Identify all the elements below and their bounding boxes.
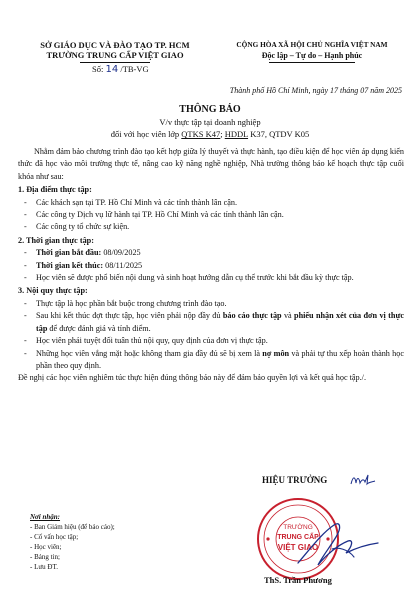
bullet-icon: - [24,273,27,283]
report-term: báo cáo thực tập [222,311,282,321]
list-item-text: để được đánh giá và tính điểm. [47,323,151,333]
bullet-icon: - [24,311,27,321]
recipient-item: - Bảng tin; [30,553,60,561]
date-line: Thành phố Hồ Chí Minh, ngày 17 tháng 07 năm 2025 [229,86,402,95]
doc-number-suffix: /TB-VG [120,64,149,74]
list-item-text: và phải tự thu xếp hoàn thành học phần theo quy định. [36,348,404,370]
bullet-icon: - [24,197,27,207]
republic-name: CỘNG HÒA XÃ HỘI CHỦ NGHĨA VIỆT NAM [236,40,388,49]
list-item-text: Học viên phải tuyệt đối tuân thủ nội quy, quy định của đơn vị thực tập. [36,336,268,346]
agency-name: SỞ GIÁO DỤC VÀ ĐÀO TẠO TP. HCM [40,40,190,50]
bullet-icon: - [24,248,27,258]
motto-underline [269,62,355,63]
recipients-heading: Nơi nhận: [30,513,61,521]
doc-number-prefix: Số: [92,64,104,74]
end-date-value: 08/11/2025 [103,260,143,270]
list-item [18,310,404,335]
list-item [18,272,404,284]
end-date-label: Thời gian kết thúc: [36,260,104,270]
recipient-item: - Lưu ĐT. [30,563,58,571]
list-item [18,209,404,221]
initial-mark [350,473,376,487]
bullet-icon: - [24,348,27,358]
bullet-icon: - [24,298,27,308]
list-item-text: Các công ty tổ chức sự kiện. [36,222,130,232]
seal-text-top: TRƯỜNG [283,524,313,531]
bullet-icon: - [24,336,27,346]
start-date-label: Thời gian bắt đầu: [36,248,102,258]
list-item [18,335,404,347]
seal-text-mid: TRUNG CẤP [277,534,319,541]
list-item [18,197,404,209]
document-title: THÔNG BÁO [179,104,241,115]
section-rules-heading: 3. Nội quy thực tập: [18,286,88,296]
school-name: TRƯỜNG TRUNG CẤP VIỆT GIAO [46,50,184,60]
national-header [222,40,402,63]
subject-line-2 [0,129,420,139]
list-item-text: Thực tập là học phần bắt buộc trong chương trình đào tạo. [36,298,227,308]
list-item-text: Sau khi kết thúc đợt thực tập, học viên phải nộp đầy đủ [36,311,223,321]
list-item-text: và [281,311,295,321]
signer-name: ThS. Trần Phương [264,575,332,585]
class-qtks: QTKS K47 [181,129,221,139]
subject-line-1: V/v thực tập tại doanh nghiệp [159,117,261,127]
start-date-value: 08/09/2025 [101,248,141,258]
list-item [18,348,404,373]
bullet-icon: - [24,210,27,220]
header-underline [80,62,150,63]
evaluation-form-term: phiếu nhận xét của đơn vị thực tập [36,311,404,333]
handwritten-signature [292,519,384,575]
list-item-text: Các khách sạn tại TP. Hồ Chí Minh và các tỉnh thành lân cận. [36,197,238,207]
subject-separator: ; [220,129,225,139]
list-item-text: Các công ty Dịch vụ lữ hành tại TP. Hồ Chí Minh và các tỉnh thành lân cận. [36,210,284,220]
section-location-heading: 1. Địa điểm thực tập: [18,185,92,195]
bullet-icon: - [24,260,27,270]
list-item [18,247,404,259]
list-item [18,298,404,310]
issuer-header [30,40,200,63]
class-hddl: HDDL [224,129,249,139]
document-body [18,146,404,385]
list-item [18,221,404,233]
class-rest: K37, QTDV K05 [248,129,310,139]
intro-paragraph: Nhằm đảm bảo chương trình đào tạo kết hợp giữa lý thuyết và thực hành, tạo điều kiện để học viên áp dụng kiến thức đã học vào môi trường thực tế, nâng cao kỹ năng nghề nghiệp, Nhà trường thông báo kế hoạch thực tập cuối khóa như sau: [18,147,404,181]
closing-paragraph: Đề nghị các học viên nghiêm túc thực hiện đúng thông báo này để đảm bảo quyền lợi và kết quả học tập./. [18,373,366,383]
seal-text-bottom: VIỆT GIAO [277,543,319,552]
doc-number-handwritten: 14 [105,64,119,75]
signer-role: HIỆU TRƯỞNG [262,475,328,485]
recipient-item: - Cố vấn học tập; [30,533,79,541]
document-number [92,64,149,75]
list-item-text: Học viên sẽ được phổ biến nội dung và sinh hoạt hướng dẫn cụ thể trước khi bắt đầu kỳ thực tập. [36,273,354,283]
list-item [18,260,404,272]
recipient-item: - Học viên; [30,543,62,551]
subject-prefix: đối với học viên lớp [110,129,182,139]
recipients-block [30,512,115,572]
section-time-heading: 2. Thời gian thực tập: [18,235,94,245]
bullet-icon: - [24,222,27,232]
recipient-item: - Ban Giám hiệu (để báo cáo); [30,523,115,531]
national-motto: Độc lập – Tự do – Hạnh phúc [261,51,363,60]
failed-course-term: nợ môn [262,348,290,358]
list-item-text: Những học viên vắng mặt hoặc không tham gia đầy đủ sẽ bị xem là [36,348,263,358]
